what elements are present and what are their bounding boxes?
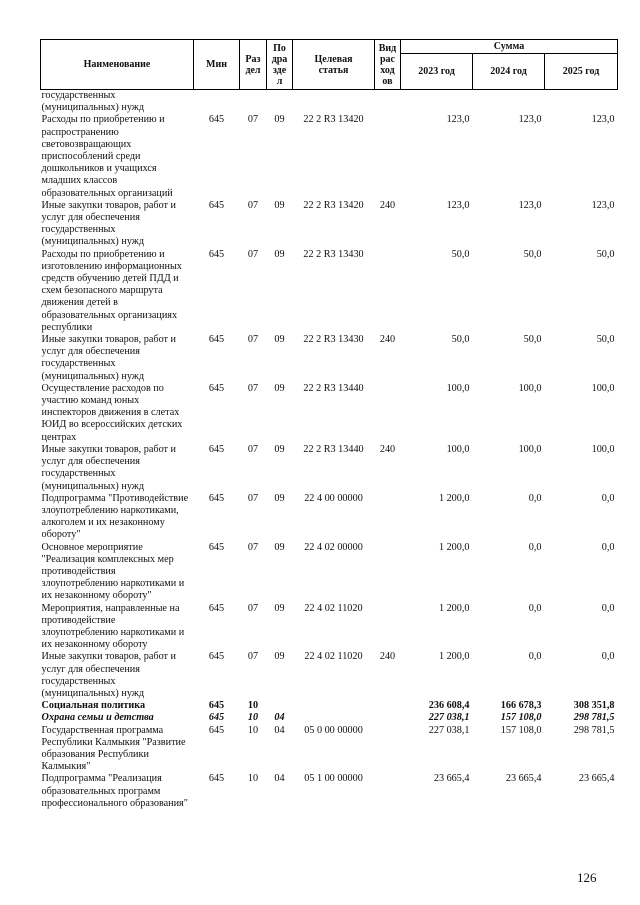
row-2025: 50,0 xyxy=(596,248,615,260)
row-razdel: 07 xyxy=(247,541,259,553)
row-2024: 0,0 xyxy=(528,602,542,614)
row-name: Охрана семьи и детства xyxy=(41,712,154,724)
table-row xyxy=(41,334,618,383)
row-2024: 100,0 xyxy=(518,443,542,455)
row-2025: 308 351,8 xyxy=(573,700,615,712)
row-2023: 1 200,0 xyxy=(438,492,470,504)
row-name: Осуществление расходов по участию команд юных инспекторов движения в слетах ЮИД во всероссийских детских центрах xyxy=(41,382,183,443)
header-celevaya: Целевая статья xyxy=(293,40,375,90)
row-2023: 123,0 xyxy=(446,199,470,211)
table-row xyxy=(41,493,618,542)
row-podrazdel: 09 xyxy=(274,114,285,126)
row-2023: 123,0 xyxy=(446,114,470,126)
row-razdel: 07 xyxy=(247,382,259,394)
row-name: Социальная политика xyxy=(41,700,146,712)
table-header xyxy=(41,40,618,90)
row-min: 645 xyxy=(208,199,225,211)
table-row xyxy=(41,114,618,199)
row-razdel: 07 xyxy=(247,602,259,614)
row-vid xyxy=(375,542,401,603)
row-vid: 240 xyxy=(379,443,396,455)
row-razdel: 07 xyxy=(247,114,259,126)
row-2025 xyxy=(545,90,618,115)
row-2024: 166 678,3 xyxy=(500,700,542,712)
row-min: 645 xyxy=(208,443,225,455)
row-2023: 1 200,0 xyxy=(438,602,470,614)
row-vid xyxy=(375,773,401,810)
table-row xyxy=(41,712,618,724)
row-celevaya: 22 2 R3 13420 xyxy=(303,114,364,126)
row-2024: 123,0 xyxy=(518,114,542,126)
row-name: Иные закупки товаров, работ и услуг для обеспечения государственных (муниципальных) нужд xyxy=(41,443,176,492)
row-razdel: 07 xyxy=(247,334,259,346)
row-2024: 0,0 xyxy=(528,541,542,553)
header-razdel: Раз дел xyxy=(240,40,267,90)
row-razdel: 07 xyxy=(247,651,259,663)
row-min: 645 xyxy=(208,541,225,553)
row-celevaya: 22 4 00 00000 xyxy=(304,492,363,504)
row-min: 645 xyxy=(208,773,225,785)
row-podrazdel xyxy=(267,90,293,115)
row-razdel: 07 xyxy=(247,443,259,455)
row-vid xyxy=(375,725,401,774)
row-celevaya: 22 4 02 11020 xyxy=(304,602,363,614)
row-2025: 100,0 xyxy=(591,382,615,394)
row-2024 xyxy=(473,90,545,115)
row-min: 645 xyxy=(208,724,225,736)
table-row xyxy=(41,90,618,115)
table-row xyxy=(41,383,618,444)
row-2025: 298 781,5 xyxy=(573,724,615,736)
row-razdel: 07 xyxy=(247,492,259,504)
row-podrazdel: 09 xyxy=(274,651,285,663)
row-vid xyxy=(375,249,401,334)
row-2023: 50,0 xyxy=(451,248,470,260)
row-vid xyxy=(375,700,401,712)
row-vid xyxy=(375,114,401,199)
header-vid: Вид рас ход ов xyxy=(375,40,401,90)
table-row xyxy=(41,200,618,249)
row-2025: 23 665,4 xyxy=(578,773,615,785)
row-2023: 236 608,4 xyxy=(428,700,470,712)
header-podrazdel: По дра зде л xyxy=(267,40,293,90)
budget-table xyxy=(40,39,618,810)
row-celevaya: 22 2 R3 13430 xyxy=(303,334,364,346)
row-2023: 100,0 xyxy=(446,443,470,455)
row-podrazdel: 04 xyxy=(274,773,285,785)
row-razdel: 10 xyxy=(247,712,259,724)
row-2025: 123,0 xyxy=(591,114,615,126)
row-name: Государственная программа Республики Калмыкия "Развитие образования Республики Калмыкия" xyxy=(41,724,186,773)
row-celevaya: 05 0 00 00000 xyxy=(304,724,363,736)
table-row xyxy=(41,773,618,810)
row-razdel: 10 xyxy=(247,724,259,736)
row-2023 xyxy=(401,90,473,115)
row-2025: 50,0 xyxy=(596,334,615,346)
row-razdel xyxy=(240,90,267,115)
row-name: Подпрограмма "Противодействие злоупотреблению наркотиками, алкоголем и их незаконному обороту" xyxy=(41,492,189,541)
header-2023: 2023 год xyxy=(401,54,473,90)
row-2023: 1 200,0 xyxy=(438,651,470,663)
row-name: Расходы по приобретению и распространению световозвращающих приспособлений среди дошкольников и учащихся младших классов образовательных организаций xyxy=(41,114,173,199)
row-min: 645 xyxy=(208,492,225,504)
row-2025: 0,0 xyxy=(601,602,615,614)
row-2024: 157 108,0 xyxy=(500,724,542,736)
row-vid: 240 xyxy=(379,199,396,211)
row-2025: 0,0 xyxy=(601,541,615,553)
row-podrazdel: 09 xyxy=(274,492,285,504)
header-summa: Сумма xyxy=(401,40,618,54)
row-2025: 0,0 xyxy=(601,492,615,504)
row-min: 645 xyxy=(208,602,225,614)
table-row xyxy=(41,725,618,774)
row-podrazdel: 09 xyxy=(274,541,285,553)
row-2025: 123,0 xyxy=(591,199,615,211)
row-razdel: 07 xyxy=(247,199,259,211)
row-celevaya xyxy=(293,90,375,115)
row-name: Иные закупки товаров, работ и услуг для обеспечения государственных (муниципальных) нужд xyxy=(41,651,176,699)
row-name: Основное мероприятие "Реализация комплексных мер противодействия злоупотреблению наркотиками и их незаконному обороту" xyxy=(41,541,185,602)
row-celevaya xyxy=(293,712,375,724)
table-row xyxy=(41,651,618,700)
row-min: 645 xyxy=(208,248,225,260)
row-razdel: 07 xyxy=(247,248,259,260)
row-min xyxy=(194,90,240,115)
row-razdel: 10 xyxy=(247,700,259,712)
header-2025: 2025 год xyxy=(545,54,618,90)
row-2023: 50,0 xyxy=(451,334,470,346)
row-podrazdel: 04 xyxy=(274,712,285,724)
row-min: 645 xyxy=(208,382,225,394)
row-vid xyxy=(375,493,401,542)
header-name: Наименование xyxy=(41,40,194,90)
row-razdel: 10 xyxy=(247,773,259,785)
row-2024: 157 108,0 xyxy=(500,712,542,724)
row-min: 645 xyxy=(208,651,225,663)
row-celevaya xyxy=(293,700,375,712)
row-2023: 227 038,1 xyxy=(428,712,470,724)
row-min: 645 xyxy=(208,712,225,724)
row-vid xyxy=(375,712,401,724)
row-min: 645 xyxy=(208,334,225,346)
row-name: Мероприятия, направленные на противодействие злоупотреблению наркотиками и их незаконному обороту xyxy=(41,602,185,651)
row-podrazdel: 09 xyxy=(274,382,285,394)
row-2025: 298 781,5 xyxy=(573,712,615,724)
row-podrazdel: 09 xyxy=(274,199,285,211)
row-vid xyxy=(375,90,401,115)
row-celevaya: 05 1 00 00000 xyxy=(304,773,363,785)
row-celevaya: 22 2 R3 13420 xyxy=(303,199,364,211)
table-row xyxy=(41,603,618,652)
row-celevaya: 22 4 02 11020 xyxy=(304,651,363,663)
row-2023: 227 038,1 xyxy=(428,724,470,736)
row-name: Иные закупки товаров, работ и услуг для обеспечения государственных (муниципальных) нужд xyxy=(41,199,176,248)
row-podrazdel: 09 xyxy=(274,602,285,614)
row-vid: 240 xyxy=(379,651,396,663)
row-celevaya: 22 2 R3 13430 xyxy=(303,248,364,260)
page-number: 126 xyxy=(577,870,597,885)
row-2025: 0,0 xyxy=(601,651,615,663)
row-name: Подпрограмма "Реализация образовательных программ профессионального образования" xyxy=(41,773,188,809)
row-podrazdel: 09 xyxy=(274,443,285,455)
table-row xyxy=(41,700,618,712)
row-2023: 100,0 xyxy=(446,382,470,394)
row-2025: 100,0 xyxy=(591,443,615,455)
table-row xyxy=(41,249,618,334)
row-podrazdel: 09 xyxy=(274,248,285,260)
row-2024: 50,0 xyxy=(523,334,542,346)
row-2024: 0,0 xyxy=(528,492,542,504)
row-min: 645 xyxy=(208,114,225,126)
row-2024: 123,0 xyxy=(518,199,542,211)
table-row xyxy=(41,444,618,493)
row-2024: 50,0 xyxy=(523,248,542,260)
row-name: государственных (муниципальных) нужд xyxy=(41,90,144,114)
row-vid xyxy=(375,383,401,444)
header-2024: 2024 год xyxy=(473,54,545,90)
row-2024: 0,0 xyxy=(528,651,542,663)
row-celevaya: 22 2 R3 13440 xyxy=(303,382,364,394)
row-podrazdel xyxy=(267,700,293,712)
row-podrazdel: 04 xyxy=(274,724,285,736)
table-row xyxy=(41,542,618,603)
row-2023: 23 665,4 xyxy=(433,773,470,785)
row-2024: 100,0 xyxy=(518,382,542,394)
row-2024: 23 665,4 xyxy=(505,773,542,785)
row-name: Расходы по приобретению и изготовлению информационных средств обучению детей ПДД и схем безопасного маршрута движения детей в образовательных организациях республики xyxy=(41,248,182,333)
row-celevaya: 22 4 02 00000 xyxy=(304,541,363,553)
row-celevaya: 22 2 R3 13440 xyxy=(303,443,364,455)
table-body xyxy=(41,90,618,810)
row-vid xyxy=(375,603,401,652)
row-podrazdel: 09 xyxy=(274,334,285,346)
row-name: Иные закупки товаров, работ и услуг для обеспечения государственных (муниципальных) нужд xyxy=(41,334,176,382)
row-2023: 1 200,0 xyxy=(438,541,470,553)
row-vid: 240 xyxy=(379,334,396,346)
row-min: 645 xyxy=(208,700,225,712)
header-min: Мин xyxy=(194,40,240,90)
